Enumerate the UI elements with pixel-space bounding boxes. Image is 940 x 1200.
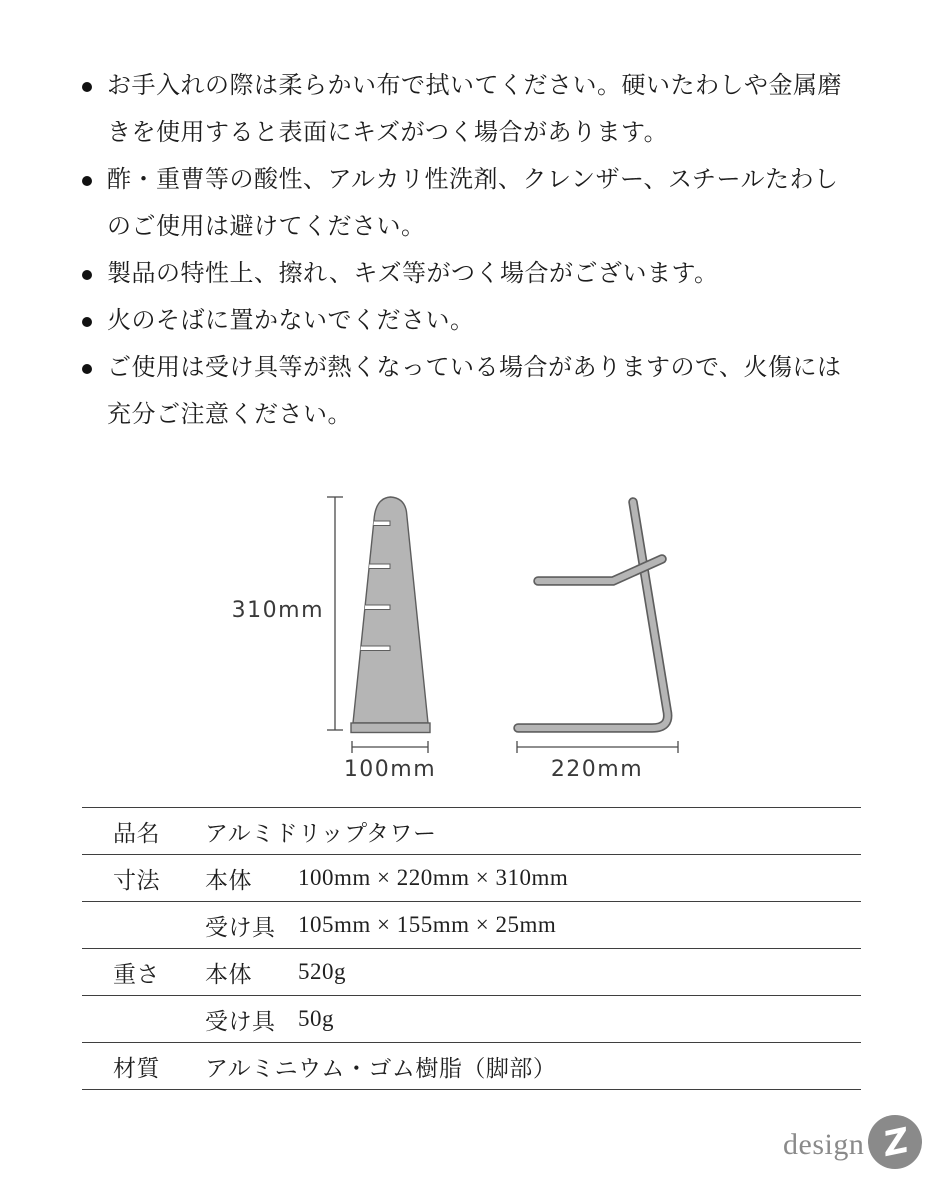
spec-label: 寸法 [113, 867, 160, 893]
brand-logo [783, 1112, 923, 1170]
care-note: 製品の特性上、擦れ、キズ等がつく場合がございます。 [80, 251, 852, 298]
tower-side-view-frame [518, 502, 668, 728]
spec-value: アルミドリップタワー [205, 820, 437, 846]
care-note: ご使用は受け具等が熱くなっている場合がありますので、火傷には充分ご注意ください。 [80, 345, 852, 439]
tower-base-plate [351, 723, 430, 733]
spec-label: 重さ [113, 961, 160, 987]
care-note: 火のそばに置かないでください。 [80, 298, 852, 345]
table-row [82, 807, 861, 854]
table-row [82, 854, 861, 901]
height-dimension-label: 310mm [231, 598, 324, 623]
care-note: お手入れの際は柔らかい布で拭いてください。硬いたわしや金属磨きを使用すると表面にキズがつく場合があります。 [80, 63, 852, 157]
table-row [82, 1042, 861, 1089]
spec-value: 50g [298, 1006, 334, 1031]
brand-logo-mark-icon [868, 1115, 922, 1169]
product-dimension-diagram [0, 480, 940, 800]
spec-label: 材質 [113, 1055, 160, 1081]
table-row [82, 995, 861, 1042]
spec-sublabel: 本体 [205, 867, 252, 893]
spec-label: 品名 [113, 820, 160, 846]
depth-dimension-line [517, 741, 678, 753]
spec-value: アルミニウム・ゴム樹脂（脚部） [205, 1055, 557, 1081]
spec-value: 520g [298, 959, 346, 984]
svg-text:Z: Z [879, 1120, 913, 1165]
table-row [82, 948, 861, 995]
table-row [82, 901, 861, 948]
spec-value: 100mm × 220mm × 310mm [298, 865, 569, 890]
spec-sublabel: 受け具 [205, 914, 276, 940]
spec-sublabel: 受け具 [205, 1008, 276, 1034]
height-dimension-line [327, 497, 343, 730]
width-dimension-line [352, 741, 428, 753]
brand-logo-text: design [783, 1128, 865, 1161]
spec-value: 105mm × 155mm × 25mm [298, 912, 557, 937]
care-notes-list [80, 63, 852, 439]
spec-table [82, 807, 861, 1090]
width-dimension-label: 100mm [343, 757, 437, 782]
depth-dimension-label: 220mm [550, 757, 644, 782]
care-note: 酢・重曹等の酸性、アルカリ性洗剤、クレンザー、スチールたわしのご使用は避けてください。 [80, 157, 852, 251]
spec-sublabel: 本体 [205, 961, 252, 987]
